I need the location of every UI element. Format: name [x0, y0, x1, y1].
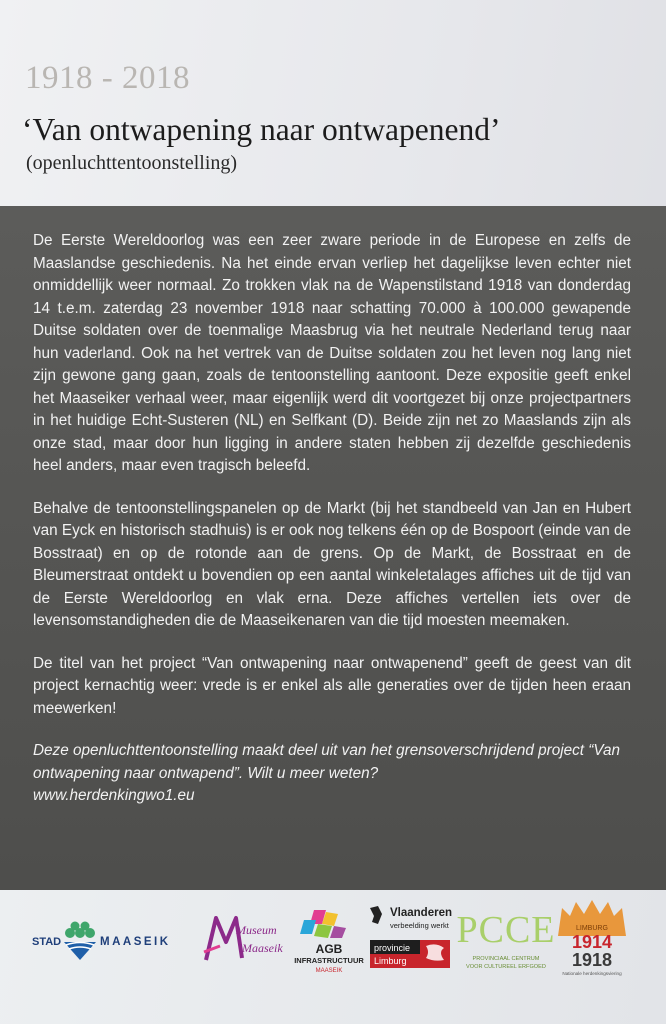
- vl-line4: Limburg: [374, 956, 407, 966]
- agb-emblem-icon: [300, 910, 346, 938]
- agb-logo: [296, 904, 362, 976]
- agb-line3: MAASEIK: [315, 968, 343, 974]
- vl-line1: Vlaanderen: [390, 907, 452, 919]
- text-panel: [0, 206, 666, 890]
- agb-line1: AGB: [315, 942, 343, 956]
- limburg-year1: 1914: [571, 932, 613, 952]
- pcce-logo: [456, 898, 556, 978]
- museum-maaseik-logo: [202, 912, 286, 968]
- maaseik-emblem-icon: [64, 922, 96, 961]
- vlaanderen-limburg-logo: [366, 902, 456, 976]
- closing-text: Deze openluchttentoonstelling maakt deel uit van het grensoverschrijdend project “Van ontwapening naar ontwapend”. Wilt u meer weten?: [33, 742, 621, 782]
- header: [0, 0, 666, 206]
- page-subtitle: (openluchttentoonstelling): [26, 152, 238, 174]
- limburg-1914-1918-logo: [552, 896, 632, 980]
- maaseik-name: MAASEIK: [100, 936, 171, 948]
- vl-line3: provincie: [374, 943, 411, 953]
- limburg-caption: Nationale herdenkingsviering: [562, 971, 622, 976]
- limburg-year2: 1918: [571, 950, 613, 970]
- pcce-name: PCCE: [456, 909, 556, 951]
- pcce-line1: PROVINCIAAL CENTRUM: [472, 956, 540, 962]
- logo-strip: [0, 890, 666, 1024]
- body-text: [33, 230, 631, 828]
- paragraph-3: De titel van het project “Van ontwapening naar ontwapenend” geeft de geest van dit project kernachtig weer: vrede is er enkel als alle generaties over de tijden heen eraan meewerken!: [33, 654, 631, 717]
- closing-paragraph: [33, 740, 631, 808]
- museum-line2: Maaseik: [242, 941, 283, 955]
- stad-maaseik-logo: [32, 918, 194, 962]
- limburg-label: LIMBURG: [576, 925, 608, 932]
- paragraph-2: Behalve de tentoonstellingspanelen op de Markt (bij het standbeeld van Jan en Hubert van Eyck en historisch stadhuis) is er ook nog telkens één op de Bospoort (einde van de Bosstraat) en op de rotonde aan de grens. Op de Markt, de Bosstraat en de Bleumerstraat ontdekt u bovendien op een aantal winkeletalages affiches uit de tijd van de Eerste Wereldoorlog en vlak erna. Deze affiches vertellen iets over de levensomstandigheden die de Maaseikenaren van die tijd moesten meemaken.: [33, 499, 631, 629]
- page-title: ‘Van ontwapening naar ontwapenend’: [22, 112, 501, 147]
- project-url: www.herdenkingwo1.eu: [33, 787, 195, 804]
- lion-icon: [370, 906, 382, 924]
- maaseik-prefix: STAD: [32, 936, 62, 948]
- vl-line2: verbeelding werkt: [390, 921, 449, 930]
- museum-line1: Museum: [236, 923, 277, 937]
- pcce-line2: VOOR CULTUREEL ERFGOED: [466, 964, 546, 970]
- years-heading: 1918 - 2018: [25, 60, 190, 96]
- agb-line2: INFRASTRUCTUUR: [294, 956, 364, 965]
- paragraph-1: De Eerste Wereldoorlog was een zeer zware periode in de Europese en zelfs de Maaslandse geschiedenis. Na het einde ervan verliep het dagelijkse leven echter niet onmiddellijk weer normaal. Zo trokken vlak na de Wapenstilstand 1918 van donderdag 14 t.e.m. zaterdag 23 november 1918 naar schatting 70.000 à 100.000 gewapende Duitse soldaten over de toenmalige Maasbrug via het neutrale Nederland terug naar hun vaderland. Ook na het vertrek van de Duitse soldaten zou het leven nog lang niet zijn gewone gang gaan, zoals de tentoonstelling aantoont. Deze expositie geeft enkel het Maaseiker verhaal weer, maar eigenlijk werd dit voortgezet bij onze projectpartners in het huidige Echt-Susteren (NL) en Selfkant (D). Beide zijn net zo Maaslands zijn als onze stad, maar door hun ligging in andere staten hebben zij dezelfde geschiedenis heel anders, maar even tragisch beleefd.: [33, 232, 631, 474]
